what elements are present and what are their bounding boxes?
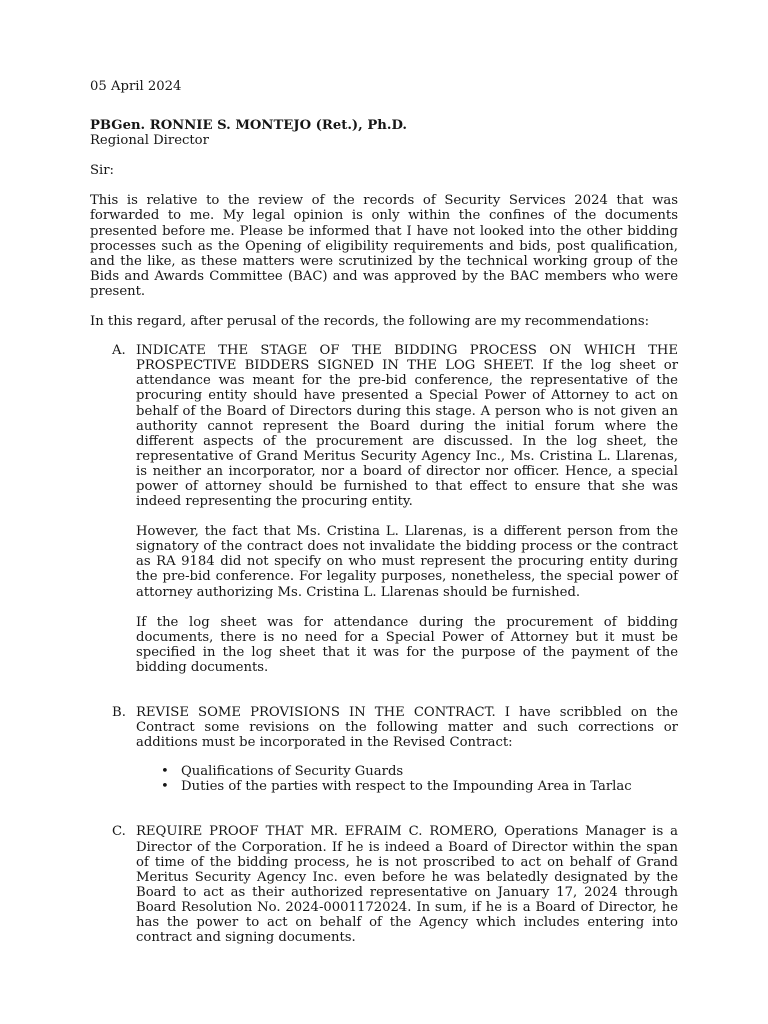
list-item: [136, 764, 678, 779]
recommendation-a: [90, 343, 678, 675]
bullet-icon: •: [161, 764, 169, 780]
letter-page: [90, 79, 678, 945]
bullet-text: Qualifications of Security Guards: [181, 764, 404, 780]
recommendation-c: [90, 824, 678, 945]
item-letter: A.: [112, 343, 126, 359]
bullet-icon: •: [161, 779, 169, 795]
addressee-title: Regional Director: [90, 133, 209, 149]
salutation: Sir:: [90, 163, 114, 179]
addressee-name: PBGen. RONNIE S. MONTEJO (Ret.), Ph.D.: [90, 118, 408, 134]
intro-paragraph: This is relative to the review of the records of Security Services 2024 that was forwarded to me. My legal opinion is only within the confines of the documents presented before me. Please be informed that I have not looked into the other bidding processes such as the Opening of eligibility requirements and bids, post qualification, and the like, as these matters were scrutinized by the technical working group of the Bids and Awards Committee (BAC) and was approved by the BAC members who were present.: [90, 193, 678, 299]
recommendations-list: [90, 343, 678, 945]
recommendation-c-paragraph-1: REQUIRE PROOF THAT MR. EFRAIM C. ROMERO, Operations Manager is a Director of the Corporation. If he is indeed a Board of Director within the span of time of the bidding process, he is not proscribed to act on behalf of Grand Meritus Security Agency Inc. even before he was belatedly designated by the Board to act as their authorized representative on January 17, 2024 through Board Resolution No. 2024-0001172024. In sum, if he is a Board of Director, he has the power to act on behalf of the Agency which includes entering into contract and signing documents.: [136, 824, 678, 946]
list-item: [136, 779, 678, 794]
recommendation-a-paragraph-1: INDICATE THE STAGE OF THE BIDDING PROCESS ON WHICH THE PROSPECTIVE BIDDERS SIGNED IN THE LOG SHEET. If the log sheet or attendance was meant for the pre-bid conference, the representative of the procuring entity should have presented a Special Power of Attorney to act on behalf of the Board of Directors during this stage. A person who is not given an authority cannot represent the Board during the initial forum where the different aspects of the procurement are discussed. In the log sheet, the representative of Grand Meritus Security Agency Inc., Ms. Cristina L. Llarenas, is neither an incorporator, nor a board of director nor officer. Hence, a special power of attorney should be furnished to that effect to ensure that she was indeed representing the procuring entity.: [136, 343, 678, 510]
recommendations-lead-in: In this regard, after perusal of the records, the following are my recommendations:: [90, 314, 650, 330]
recommendation-a-paragraph-3: If the log sheet was for attendance during the procurement of bidding documents, there is no need for a Special Power of Attorney but it must be specified in the log sheet that it was for the purpose of the payment of the bidding documents.: [136, 614, 678, 675]
revision-bullet-list: [136, 764, 678, 794]
bullet-text: Duties of the parties with respect to the Impounding Area in Tarlac: [181, 779, 632, 795]
recommendation-b: [90, 705, 678, 794]
recommendation-a-paragraph-2: However, the fact that Ms. Cristina L. Llarenas, is a different person from the signatory of the contract does not invalidate the bidding process or the contract as RA 9184 did not specify on who must represent the procuring entity during the pre-bid conference. For legality purposes, nonetheless, the special power of attorney authorizing Ms. Cristina L. Llarenas should be furnished.: [136, 524, 678, 600]
item-letter: C.: [112, 824, 126, 840]
recommendation-b-paragraph-1: REVISE SOME PROVISIONS IN THE CONTRACT. I have scribbled on the Contract some revisions on the following matter and such corrections or additions must be incorporated in the Revised Contract:: [136, 705, 678, 751]
letter-date: 05 April 2024: [90, 79, 182, 94]
item-letter: B.: [112, 705, 126, 720]
